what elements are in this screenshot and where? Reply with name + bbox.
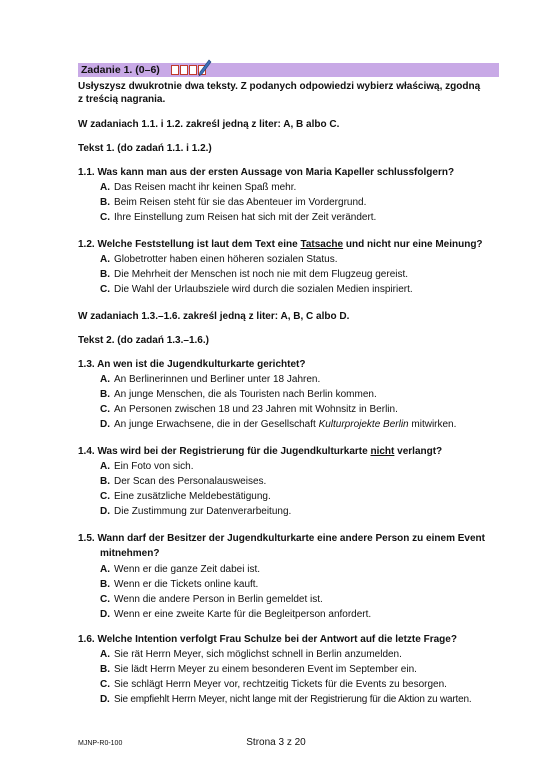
option-letter: C. bbox=[100, 404, 110, 415]
question-text: 1.4. Was wird bei der Registrierung für die Jugendkulturkarte bbox=[78, 446, 371, 457]
option-1-6-d[interactable] bbox=[100, 693, 471, 706]
option-1-2-c[interactable] bbox=[100, 283, 413, 296]
option-text: Die Wahl der Urlaubsziele wird durch die sozialen Medien inspiriert. bbox=[114, 284, 413, 295]
option-1-2-b[interactable] bbox=[100, 268, 408, 281]
option-text: Wenn er die Tickets online kauft. bbox=[114, 579, 259, 590]
option-letter: C. bbox=[100, 679, 110, 690]
question-1-4 bbox=[78, 445, 442, 458]
option-letter: D. bbox=[100, 506, 110, 517]
option-text: Die Mehrheit der Menschen ist noch nie mit dem Flugzeug gereist. bbox=[114, 269, 409, 280]
option-letter: B. bbox=[100, 389, 110, 400]
option-letter: D. bbox=[100, 609, 110, 620]
option-letter: B. bbox=[100, 664, 110, 675]
question-1-5-line2: mitnehmen? bbox=[100, 548, 160, 559]
question-text: und nicht nur eine Meinung? bbox=[343, 239, 483, 250]
question-underlined: Tatsache bbox=[300, 239, 344, 250]
option-text: Sie empfiehlt Herrn Meyer, nicht lange mit der Registrierung für die Aktion zu warten. bbox=[114, 694, 472, 705]
option-1-5-c[interactable] bbox=[100, 593, 323, 606]
option-1-5-d[interactable] bbox=[100, 608, 371, 621]
option-text-italic: Kulturprojekte Berlin bbox=[318, 419, 409, 430]
option-letter: D. bbox=[100, 694, 110, 705]
task-header bbox=[78, 63, 499, 77]
question-1-3: 1.3. An wen ist die Jugendkulturkarte gerichtet? bbox=[78, 359, 306, 370]
option-1-4-d[interactable] bbox=[100, 505, 291, 518]
score-box bbox=[189, 65, 197, 75]
option-text: Globetrotter haben einen höheren sozialen Status. bbox=[114, 254, 338, 265]
question-underlined: nicht bbox=[370, 446, 395, 457]
option-letter: A. bbox=[100, 461, 110, 472]
option-letter: B. bbox=[100, 579, 110, 590]
option-text: Ihre Einstellung zum Reisen hat sich mit der Zeit verändert. bbox=[114, 212, 377, 223]
option-1-1-b[interactable] bbox=[100, 196, 366, 209]
option-1-5-a[interactable] bbox=[100, 563, 260, 576]
option-text: An junge Menschen, die als Touristen nach Berlin kommen. bbox=[114, 389, 377, 400]
option-1-6-a[interactable] bbox=[100, 648, 402, 661]
question-1-6: 1.6. Welche Intention verfolgt Frau Schulze bei der Antwort auf die letzte Frage? bbox=[78, 634, 457, 645]
option-letter: B. bbox=[100, 269, 110, 280]
option-text: Sie rät Herrn Meyer, sich möglichst schnell in Berlin anzumelden. bbox=[114, 649, 402, 660]
option-letter: C. bbox=[100, 212, 110, 223]
option-1-3-a[interactable] bbox=[100, 373, 320, 386]
option-letter: C. bbox=[100, 491, 110, 502]
question-1-1: 1.1. Was kann man aus der ersten Aussage von Maria Kapeller schlussfolgern? bbox=[78, 167, 455, 178]
option-letter: A. bbox=[100, 649, 110, 660]
option-text: Das Reisen macht ihr keinen Spaß mehr. bbox=[114, 182, 297, 193]
option-1-2-a[interactable] bbox=[100, 253, 338, 266]
score-box bbox=[171, 65, 179, 75]
task-instruction-line2: z treścią nagrania. bbox=[78, 94, 166, 105]
option-1-6-c[interactable] bbox=[100, 678, 447, 691]
instruction-b: W zadaniach 1.3.–1.6. zakreśl jedną z liter: A, B, C albo D. bbox=[78, 311, 350, 322]
text2-heading: Tekst 2. (do zadań 1.3.–1.6.) bbox=[78, 335, 209, 346]
option-text: An junge Erwachsene, die in der Gesellschaft bbox=[114, 419, 319, 430]
option-letter: A. bbox=[100, 374, 110, 385]
option-letter: C. bbox=[100, 284, 110, 295]
option-text: mitwirken. bbox=[408, 419, 457, 430]
option-1-3-c[interactable] bbox=[100, 403, 398, 416]
option-1-1-a[interactable] bbox=[100, 181, 296, 194]
option-letter: D. bbox=[100, 419, 110, 430]
option-letter: B. bbox=[100, 197, 110, 208]
option-text: Sie schlägt Herrn Meyer vor, rechtzeitig Tickets für die Events zu besorgen. bbox=[114, 679, 447, 690]
option-1-4-b[interactable] bbox=[100, 475, 266, 488]
option-text: An Personen zwischen 18 und 23 Jahren mit Wohnsitz in Berlin. bbox=[114, 404, 398, 415]
option-text: Wenn er eine zweite Karte für die Begleitperson anfordert. bbox=[114, 609, 372, 620]
option-text: Beim Reisen steht für sie das Abenteuer im Vordergrund. bbox=[114, 197, 367, 208]
option-letter: A. bbox=[100, 182, 110, 193]
question-text: 1.2. Welche Feststellung ist laut dem Text eine bbox=[78, 239, 301, 250]
option-text: Der Scan des Personalausweises. bbox=[114, 476, 267, 487]
option-letter: A. bbox=[100, 254, 110, 265]
option-1-4-a[interactable] bbox=[100, 460, 193, 473]
task-title: Zadanie 1. (0–6) bbox=[81, 64, 160, 76]
option-text: Wenn die andere Person in Berlin gemeldet ist. bbox=[114, 594, 323, 605]
option-letter: A. bbox=[100, 564, 110, 575]
option-letter: C. bbox=[100, 594, 110, 605]
option-text: An Berlinerinnen und Berliner unter 18 Jahren. bbox=[114, 374, 321, 385]
option-text: Sie lädt Herrn Meyer zu einem besonderen Event im September ein. bbox=[114, 664, 417, 675]
option-1-1-c[interactable] bbox=[100, 211, 376, 224]
option-text: Wenn er die ganze Zeit dabei ist. bbox=[114, 564, 261, 575]
question-1-5-line1: 1.5. Wann darf der Besitzer der Jugendkulturkarte eine andere Person zu einem Event bbox=[78, 533, 485, 544]
option-1-3-d[interactable] bbox=[100, 418, 456, 431]
task-instruction-line1: Usłyszysz dwukrotnie dwa teksty. Z podanych odpowiedzi wybierz właściwą, zgodną bbox=[78, 81, 481, 92]
option-1-6-b[interactable] bbox=[100, 663, 417, 676]
option-text: Die Zustimmung zur Datenverarbeitung. bbox=[114, 506, 292, 517]
pen-icon bbox=[198, 59, 212, 77]
question-1-2 bbox=[78, 238, 483, 251]
text1-heading: Tekst 1. (do zadań 1.1. i 1.2.) bbox=[78, 143, 212, 154]
score-box bbox=[180, 65, 188, 75]
option-text: Eine zusätzliche Meldebestätigung. bbox=[114, 491, 271, 502]
option-1-5-b[interactable] bbox=[100, 578, 258, 591]
option-letter: B. bbox=[100, 476, 110, 487]
option-1-3-b[interactable] bbox=[100, 388, 377, 401]
instruction-a: W zadaniach 1.1. i 1.2. zakreśl jedną z liter: A, B albo C. bbox=[78, 119, 340, 130]
option-1-4-c[interactable] bbox=[100, 490, 271, 503]
option-text: Ein Foto von sich. bbox=[114, 461, 194, 472]
footer-code: MJNP-R0-100 bbox=[78, 740, 123, 747]
footer-page-number: Strona 3 z 20 bbox=[246, 737, 306, 748]
question-text: verlangt? bbox=[394, 446, 443, 457]
